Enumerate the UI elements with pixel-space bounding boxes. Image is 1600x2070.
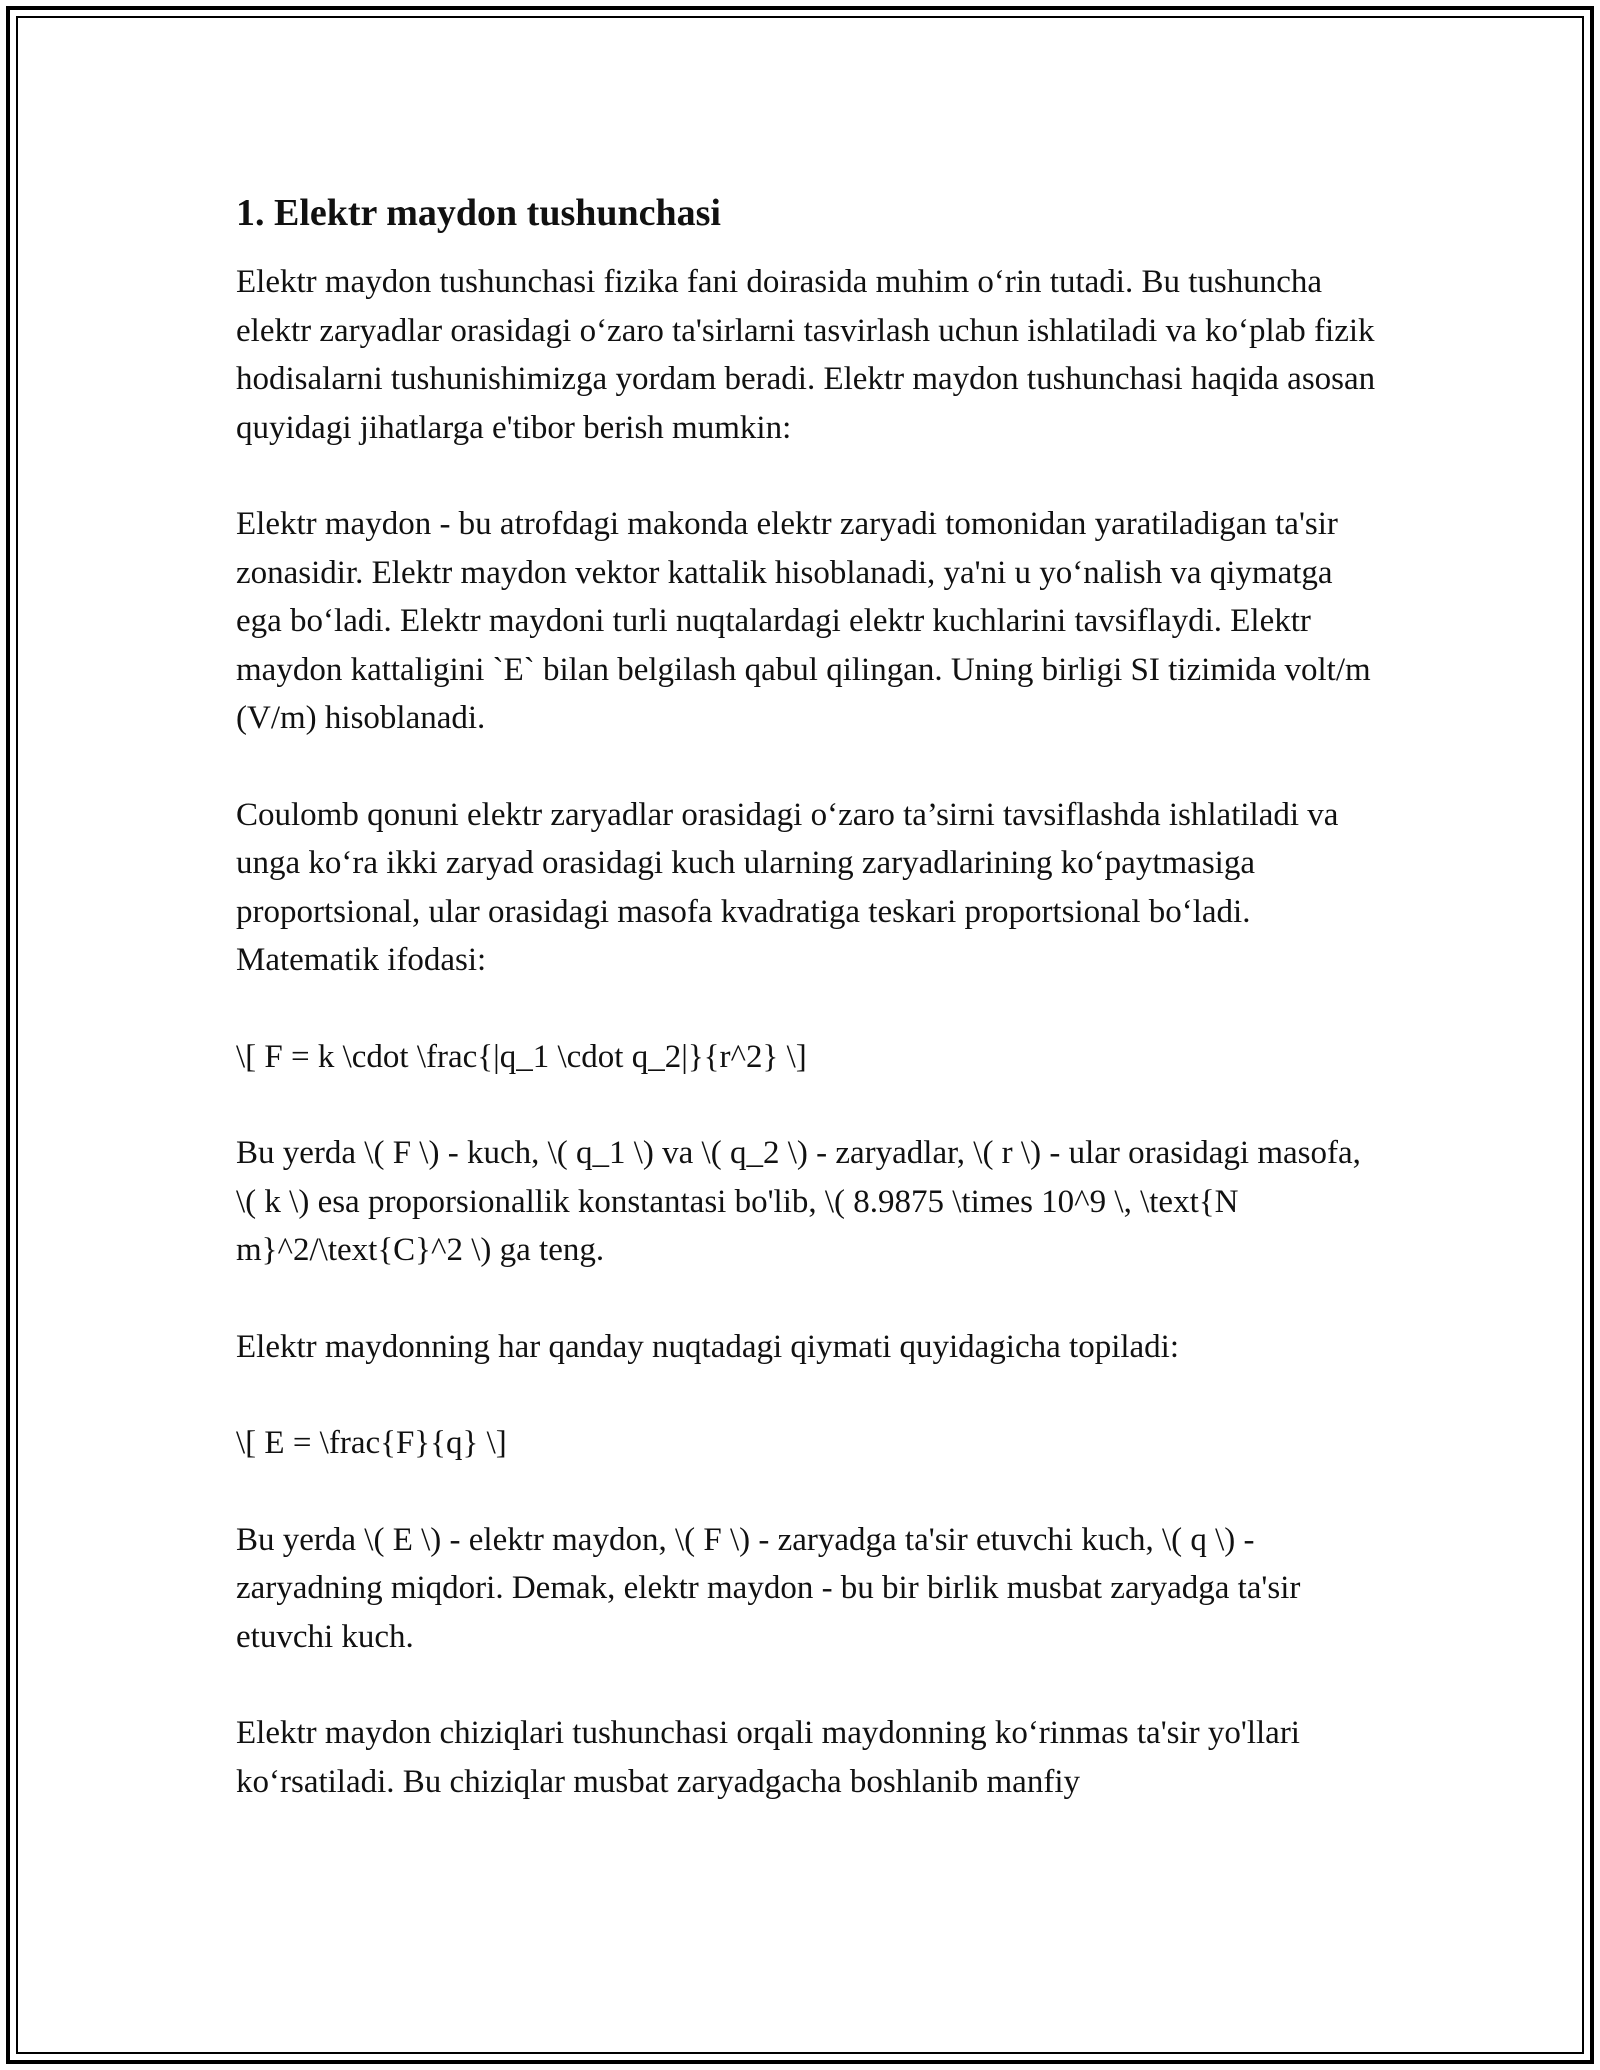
document-body xyxy=(236,186,1376,1854)
paragraph-coulomb-terms: Bu yerda \( F \) - kuch, \( q_1 \) va \( q_2 \) - zaryadlar, \( r \) - ular orasidagi masofa, \( k \) esa proporsionallik konstantasi bo'lib, \( 8.9875 \times 10^9 \, \text{N m}^2/\text{C}^2 \) ga teng. xyxy=(236,1135,1361,1268)
formula-coulomb: \[ F = k \cdot \frac{|q_1 \cdot q_2|}{r^2} \] xyxy=(236,1038,807,1075)
section-heading: 1. Elektr maydon tushunchasi xyxy=(236,192,721,234)
paragraph-definition: Elektr maydon - bu atrofdagi makonda elektr zaryadi tomonidan yaratiladigan ta'sir zonasidir. Elektr maydon vektor kattalik hisoblanadi, ya'ni u yo‘nalish va qiymatga ega bo‘ladi. Elektr maydoni turli nuqtalardagi elektr kuchlarini tavsiflaydi. Elektr maydon kattaligini `E` bilan belgilash qabul qilingan. Uning birligi SI tizimida volt/m (V/m) hisoblanadi. xyxy=(236,506,1371,736)
paragraph-coulomb-law: Coulomb qonuni elektr zaryadlar orasidagi o‘zaro ta’sirni tavsiflashda ishlatiladi va unga ko‘ra ikki zaryad orasidagi kuch ularning zaryadlarining ko‘paytmasiga proportsional, ular orasidagi masofa kvadratiga teskari proportsional bo‘ladi. Matematik ifodasi: xyxy=(236,796,1339,978)
paragraph-field-terms: Bu yerda \( E \) - elektr maydon, \( F \) - zaryadga ta'sir etuvchi kuch, \( q \) - zaryadning miqdori. Demak, elektr maydon - bu bir birlik musbat zaryadga ta'sir etuvchi kuch. xyxy=(236,1521,1301,1655)
paragraph-intro: Elektr maydon tushunchasi fizika fani doirasida muhim o‘rin tutadi. Bu tushuncha elektr zaryadlar orasidagi o‘zaro ta'sirlarni tasvirlash uchun ishlatiladi va ko‘plab fizik hodisalarni tushunishimizga yordam beradi. Elektr maydon tushunchasi haqida asosan quyidagi jihatlarga e'tibor berish mumkin: xyxy=(236,264,1376,446)
paragraph-field-value: Elektr maydonning har qanday nuqtadagi qiymati quyidagicha topiladi: xyxy=(236,1328,1180,1365)
formula-field: \[ E = \frac{F}{q} \] xyxy=(236,1425,507,1461)
paragraph-field-lines: Elektr maydon chiziqlari tushunchasi orqali maydonning ko‘rinmas ta'sir yo'llari ko‘rsatiladi. Bu chiziqlar musbat zaryadgacha boshlanib manfiy xyxy=(236,1715,1300,1800)
